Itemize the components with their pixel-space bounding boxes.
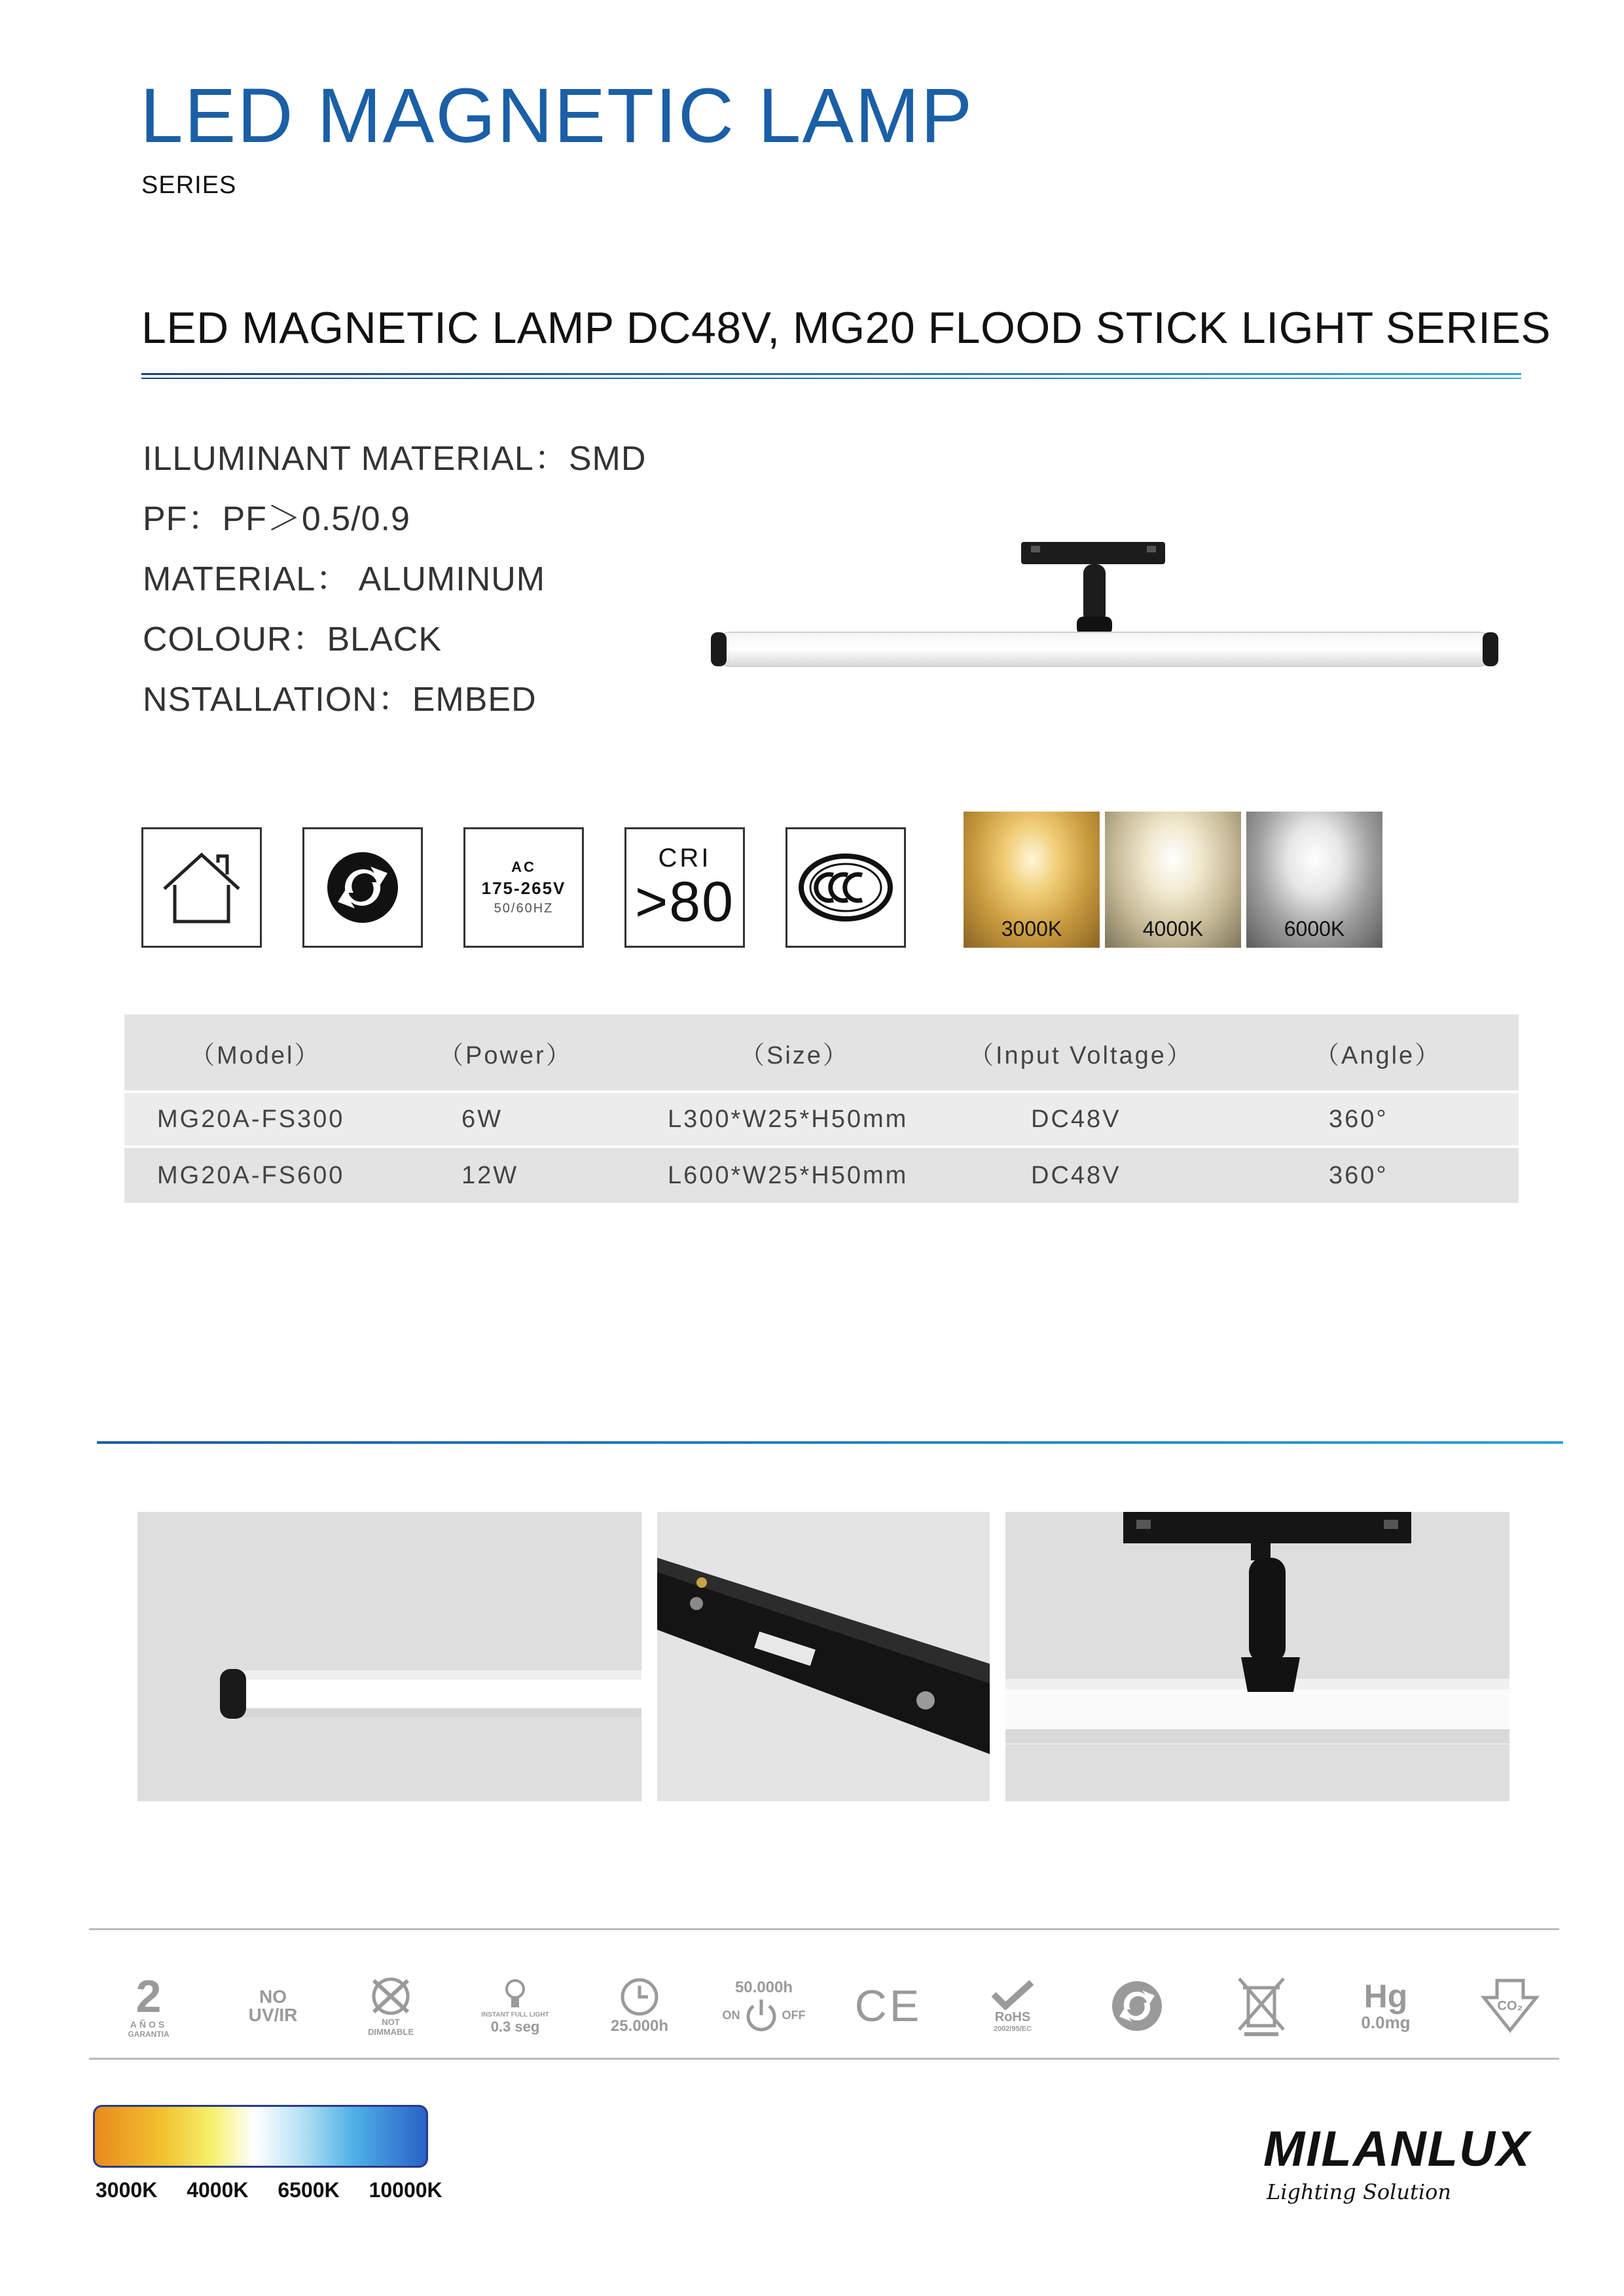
ccc-certification-icon (785, 827, 906, 948)
co2-icon (1468, 1970, 1553, 2042)
not-dimmable-icon (348, 1970, 433, 2042)
hg-value: 0.0mg (1361, 2012, 1411, 2032)
cell-size: L300*W25*H50mm (668, 1105, 909, 1133)
brand-tagline: Lighting Solution (1267, 2179, 1451, 2204)
title-divider (141, 373, 1521, 380)
swatch-6000k (1246, 812, 1382, 948)
table-header-row (124, 1014, 1519, 1090)
cri-icon (624, 827, 745, 948)
spec-installation: NSTALLATION：EMBED (143, 681, 537, 719)
swatch-3000k-label: 3000K (1001, 917, 1062, 941)
section-divider (97, 1441, 1563, 1444)
indoor-house-icon (141, 827, 262, 948)
not-dimmable-label: NOT DIMMABLE (367, 2017, 414, 2037)
swatch-4000k (1105, 812, 1241, 948)
cell-angle: 360° (1329, 1161, 1388, 1189)
cbar-label-3000k: 3000K (96, 2178, 158, 2202)
mercury-free-icon (1343, 1970, 1428, 2042)
photo-connector-detail (657, 1512, 990, 1801)
warranty-years: AÑOS (130, 2019, 168, 2030)
brand-title: LED MAGNETIC LAMP (140, 73, 974, 159)
spec-material: MATERIAL： ALUMINUM (143, 560, 546, 598)
swatch-4000k-label: 4000K (1142, 917, 1204, 941)
ac-label: AC (511, 859, 536, 875)
col-input-voltage: （Input Voltage） (969, 1041, 1193, 1069)
uv-ir-label: UV/IR (248, 2005, 298, 2025)
power-icon (743, 1997, 780, 2034)
cell-model: MG20A-FS300 (157, 1105, 345, 1133)
col-model: （Model） (190, 1041, 321, 1069)
cell-size: L600*W25*H50mm (668, 1161, 909, 1189)
cell-power: 6W (461, 1105, 503, 1133)
switch-cycles-value: 50.000h (734, 1979, 793, 1996)
rohs-label: RoHS (994, 2009, 1031, 2024)
features-bottom-rule (89, 2058, 1559, 2060)
spec-illuminant: ILLUMINANT MATERIAL：SMD (143, 440, 647, 478)
photo-mount-detail (1005, 1512, 1509, 1801)
ce-mark-icon (846, 1970, 931, 2042)
instant-light-label: INSTANT FULL LIGHT (481, 2011, 549, 2018)
table-row (124, 1148, 1519, 1203)
brand-subtitle: SERIES (141, 171, 237, 199)
cbar-label-4000k: 4000K (187, 2178, 249, 2202)
spec-table (124, 1014, 1519, 1210)
spec-pf: PF：PF＞0.5/0.9 (143, 500, 410, 538)
no-label: NO (259, 1986, 287, 2007)
cri-label: CRI (658, 844, 712, 872)
brand-logo: MILANLUX (1263, 2121, 1531, 2177)
product-lamp-image (707, 537, 1506, 681)
cell-model: MG20A-FS600 (157, 1161, 345, 1189)
cri-value: >80 (635, 870, 734, 933)
weee-bin-icon (1219, 1970, 1304, 2042)
cell-input-voltage: DC48V (1031, 1161, 1121, 1189)
cbar-label-10000k: 10000K (369, 2178, 442, 2202)
hg-label: Hg (1363, 1977, 1408, 2015)
table-row (124, 1093, 1519, 1145)
ce-label: CE (854, 1981, 922, 2031)
ac-frequency: 50/60HZ (494, 901, 554, 916)
rohs-icon (970, 1970, 1055, 2042)
color-temperature-bar (93, 2105, 428, 2168)
instant-light-time: 0.3 seg (490, 2018, 540, 2035)
col-power: （Power） (439, 1041, 573, 1069)
instant-light-icon (473, 1970, 558, 2042)
col-size: （Size） (740, 1041, 850, 1069)
no-uv-ir-icon (230, 1970, 316, 2042)
recycle-gray-icon (1094, 1970, 1180, 2042)
switch-off-label: OFF (782, 2008, 806, 2022)
col-angle: （Angle） (1314, 1041, 1442, 1069)
spec-colour: COLOUR：BLACK (143, 620, 442, 658)
photo-tube-end (137, 1512, 641, 1801)
product-title: LED MAGNETIC LAMP DC48V, MG20 FLOOD STICK LIGHT SERIES (141, 303, 1551, 353)
warranty-icon (106, 1970, 191, 2042)
switch-cycles-icon (721, 1970, 806, 2042)
swatch-3000k (964, 812, 1100, 948)
co2-label: CO₂ (1497, 1999, 1523, 2013)
color-temperature-labels (96, 2178, 466, 2202)
ac-voltage-icon (463, 827, 584, 948)
cell-input-voltage: DC48V (1031, 1105, 1121, 1133)
cell-power: 12W (461, 1161, 519, 1189)
recycle-icon (302, 827, 423, 948)
ac-voltage-range: 175-265V (481, 878, 566, 898)
rohs-code: 2002/95/EC (993, 2024, 1032, 2033)
features-top-rule (89, 1928, 1559, 1930)
cbar-label-6500k: 6500K (278, 2178, 340, 2202)
warranty-label: GARANTIA (128, 2030, 170, 2039)
swatch-6000k-label: 6000K (1284, 917, 1345, 941)
warranty-number: 2 (135, 1971, 162, 2022)
lifetime-hours: 25.000h (610, 2017, 669, 2035)
cell-angle: 360° (1329, 1105, 1388, 1133)
lifetime-clock-icon (597, 1970, 682, 2042)
switch-on-label: ON (722, 2008, 740, 2022)
